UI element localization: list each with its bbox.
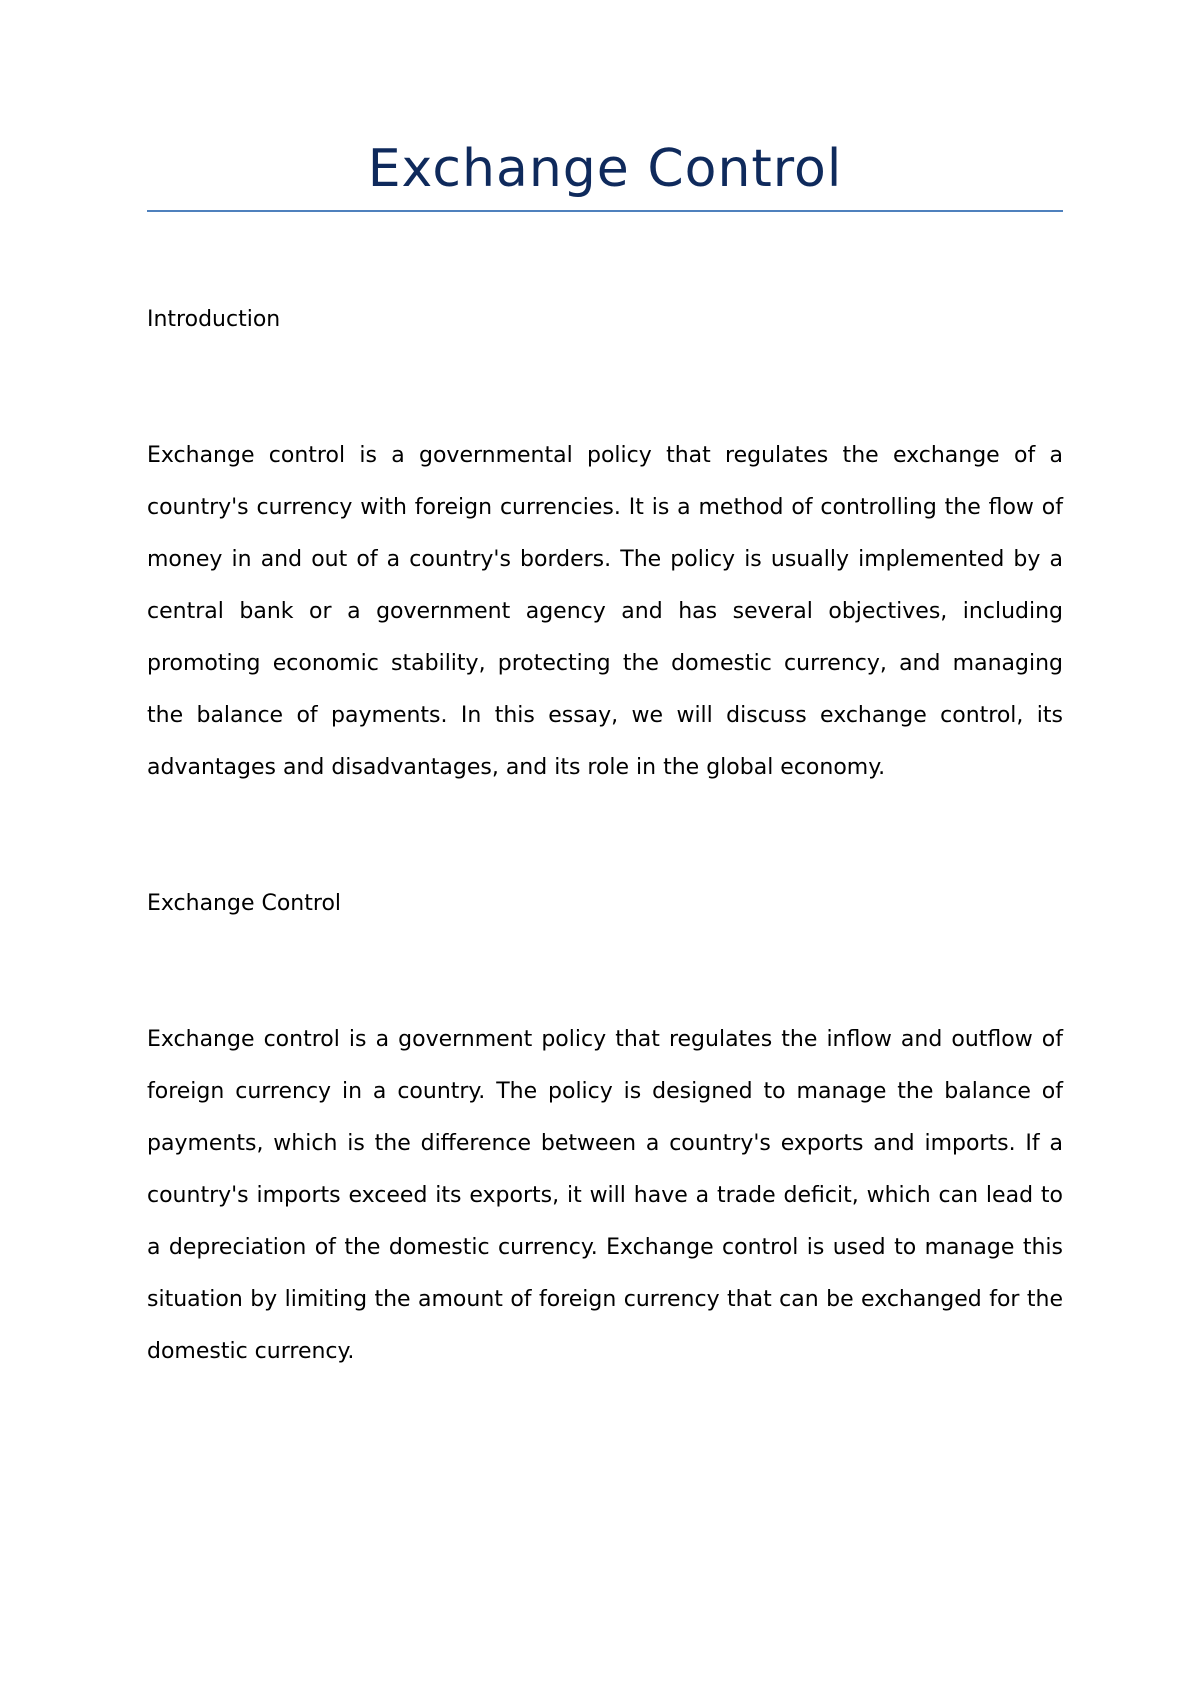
spacer bbox=[147, 794, 1063, 878]
spacer bbox=[147, 930, 1063, 1014]
document-content bbox=[147, 136, 1063, 1378]
spacer bbox=[147, 346, 1063, 430]
section-body-introduction: Exchange control is a governmental policy that regulates the exchange of a country's currency with foreign currencies. It is a method of controlling the flow of money in and out of a country's borders. The policy is usually implemented by a central bank or a government agency and has several objectives, including promoting economic stability, protecting the domestic currency, and managing the balance of payments. In this essay, we will discuss exchange control, its advantages and disadvantages, and its role in the global economy. bbox=[147, 443, 1063, 780]
document-title: Exchange Control bbox=[367, 139, 843, 199]
section-heading-introduction: Introduction bbox=[147, 307, 281, 332]
section-heading-exchange-control: Exchange Control bbox=[147, 891, 342, 916]
section-body-exchange-control: Exchange control is a government policy that regulates the inflow and outflow of foreign currency in a country. The policy is designed to manage the balance of payments, which is the difference between a country's exports and imports. If a country's imports exceed its exports, it will have a trade deficit, which can lead to a depreciation of the domestic currency. Exchange control is used to manage this situation by limiting the amount of foreign currency that can be exchanged for the domestic currency. bbox=[147, 1027, 1063, 1364]
spacer bbox=[147, 212, 1063, 294]
